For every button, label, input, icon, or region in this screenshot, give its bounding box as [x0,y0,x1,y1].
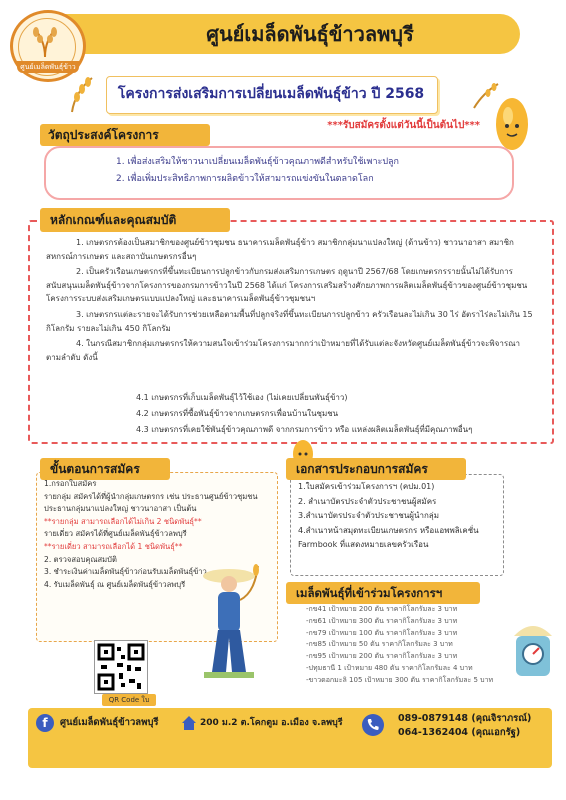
criteria-paragraph: 2. เป็นครัวเรือนเกษตรกรที่ขึ้นทะเบียนการปลูกข้าวกับกรมส่งเสริมการเกษตร ฤดูนาปี 2567/68 โดยเกษตรกรรายนั้นไม่ได้รับการสนับสนุนเมล็ดพันธุ์ข้าวจากโครงการของกรมการข้าวในปี 2568 ได้แก่ โครงการเสริมสร้างศักยภาพการผลิตเมล็ดพันธุ์ข้าวของศูนย์ข้าวชุมชน โครงการระบบส่งเสริมเกษตรแบบแปลงใหญ่ และธนาคารเมล็ดพันธุ์ข้าวชุมชนฯ [46,267,528,304]
list-item: 3. ชำระเงินค่าเมล็ดพันธุ์ข้าวก่อนรับเมล็ดพันธุ์ข้าว [44,567,207,577]
phone-glyph [362,714,384,736]
list-item: 4.2 เกษตรกรที่ซื้อพันธุ์ข้าวจากเกษตรกรเพื่อนบ้านในชุมชน [136,409,339,418]
rice-logo-icon [10,10,86,82]
project-subtitle: โครงการส่งเสริมการเปลี่ยนเมล็ดพันธุ์ข้าว ปี 2568 [117,86,425,102]
list-item: 2. สำเนาบัตรประจำตัวประชาชนผู้สมัคร [298,496,437,506]
list-item: 1.กรอกใบสมัคร [44,479,97,488]
varieties-heading: เมล็ดพันธุ์ที่เข้าร่วมโครงการฯ [296,586,443,600]
list-item: -กข85 เป้าหมาย 50 ตัน ราคากิโลกรัมละ 3 บาท [306,640,453,649]
objectives-list [116,154,496,188]
list-item: 4.3 เกษตรกรที่เคยใช้พันธุ์ข้าวคุณภาพดี จากกรมการข้าว หรือ แหล่งผลิตเมล็ดพันธุ์ที่มีคุณภาพอื่นๆ [136,425,473,434]
list-item: 1. เพื่อส่งเสริมให้ชาวนาเปลี่ยนเมล็ดพันธุ์ข้าวคุณภาพดีสำหรับใช้เพาะปลูก [116,157,400,167]
farmer-illustration-icon [196,560,262,684]
documents-heading: เอกสารประกอบการสมัคร [296,462,428,476]
qr-pattern [95,641,147,693]
list-item: 3.สำเนาบัตรประจำตัวประชาชนผู้นำกลุ่ม [298,511,439,521]
list-item: -ขาวดอกมะลิ 105 เป้าหมาย 300 ตัน ราคากิโลกรัมละ 5 บาท [306,675,494,684]
list-item: 2. ตรวจสอบคุณสมบัติ [44,554,117,564]
criteria-heading: หลักเกณฑ์และคุณสมบัติ [50,213,177,227]
rice-grain-icon [62,74,96,114]
page-title: ศูนย์เมล็ดพันธุ์ข้าวลพบุรี [206,22,414,46]
qr-code-label: QR Code ใบ [102,694,156,706]
list-item: 4.1 เกษตรกรที่เก็บเมล็ดพันธุ์ไว้ใช้เอง (ไม่เคยเปลี่ยนพันธุ์ข้าว) [136,393,348,402]
scale-icon [510,606,556,682]
documents-list [298,480,498,553]
criteria-paragraph: 3. เกษตรกรแต่ละรายจะได้รับการช่วยเหลือตามพื้นที่ปลูกจริงที่ขึ้นทะเบียนการปลูกข้าว ครัวเรือนละไม่เกิน 30 ไร่ อัตราไร่ละไม่เกิน 15 กิโลกรัม รายละไม่เกิน 450 กิโลกรัม [46,309,533,333]
list-item: -กข61 เป้าหมาย 300 ตัน ราคากิโลกรัมละ 3 บาท [306,616,458,625]
list-item: 4.สำเนาหน้าสมุดทะเบียนเกษตรกร หรือแอพพลิเคชั่น Farmbook ที่แสดงหมายเลขครัวเรือน [298,525,479,550]
footer-address: 200 ม.2 ต.โคกตูม อ.เมือง จ.ลพบุรี [200,718,343,728]
home-icon [180,714,198,732]
list-item: **รายเดี่ยว สามารถเลือกได้ 1 ชนิดพันธุ์** [44,541,183,551]
register-note: ***รับสมัครตั้งแต่วันนี้เป็นต้นไป*** [327,120,480,131]
phone-icon [362,714,384,736]
list-item: 2. เพื่อเพิ่มประสิทธิภาพการผลิตข้าวให้สามารถแข่งขันในตลาดโลก [116,174,374,184]
list-item: -ปทุมธานี 1 เป้าหมาย 480 ตัน ราคากิโลกรัมละ 4 บาท [306,663,473,672]
list-item: **รายกลุ่ม สามารถเลือกได้ไม่เกิน 2 ชนิดพันธุ์** [44,516,202,526]
list-item: 4. รับเมล็ดพันธุ์ ณ ศูนย์เมล็ดพันธุ์ข้าวลพบุรี [44,579,186,589]
list-item: -กข79 เป้าหมาย 100 ตัน ราคากิโลกรัมละ 3 บาท [306,628,458,637]
list-item: รายกลุ่ม สมัครได้ที่ผู้นำกลุ่มเกษตรกร เช่น ประธานศูนย์ข้าวชุมชน ประธานกลุ่มนาแปลงใหญ่ ชาวนาอาสา เป็นต้น [44,491,258,514]
footer-phones [398,712,531,740]
list-item: -กข41 เป้าหมาย 200 ตัน ราคากิโลกรัมละ 3 บาท [306,605,458,613]
rice-grain-mascot-icon [488,90,536,154]
list-item: -กข95 เป้าหมาย 200 ตัน ราคากิโลกรัมละ 3 บาท [306,652,458,661]
facebook-page-name[interactable]: ศูนย์เมล็ดพันธุ์ข้าวลพบุรี [60,717,159,728]
criteria-paragraph: 4. ในกรณีสมาชิกกลุ่มเกษตรกรให้ความสนใจเข้าร่วมโครงการมากกว่าเป้าหมายที่ได้รับแต่ละจังหวัดศูนย์เมล็ดพันธุ์ข้าวจะพิจารณาตามลำดับ ดังนี้ [46,339,521,362]
steps-heading: ขั้นตอนการสมัคร [50,462,140,476]
varieties-list [306,604,506,687]
list-item: รายเดี่ยว สมัครได้ที่ศูนย์เมล็ดพันธุ์ข้าวลพบุรี [44,529,187,539]
criteria-sub-list [136,390,516,438]
rice-stalk-icon [27,23,63,59]
list-item: 1.ใบสมัครเข้าร่วมโครงการฯ (คปม.01) [298,482,435,491]
qr-code-icon[interactable] [94,640,148,694]
logo-band: ศูนย์เมล็ดพันธุ์ข้าว [17,61,79,73]
objectives-heading: วัตถุประสงค์โครงการ [48,128,159,142]
facebook-icon[interactable]: f [36,714,54,732]
phone-number[interactable]: 089-0879148 (คุณจิราภรณ์) [398,713,532,724]
criteria-paragraph: 1. เกษตรกรต้องเป็นสมาชิกของศูนย์ข้าวชุมชน ธนาคารเมล็ดพันธุ์ข้าว สมาชิกกลุ่มนาแปลงใหญ่ (ด้านข้าว) ชาวนาอาสา สมาชิกสหกรณ์การเกษตร และสถาบันเกษตรกรอื่นๆ [46,238,514,261]
criteria-body [46,236,534,366]
phone-number[interactable]: 064-1362404 (คุณเอกรัฐ) [398,727,521,738]
